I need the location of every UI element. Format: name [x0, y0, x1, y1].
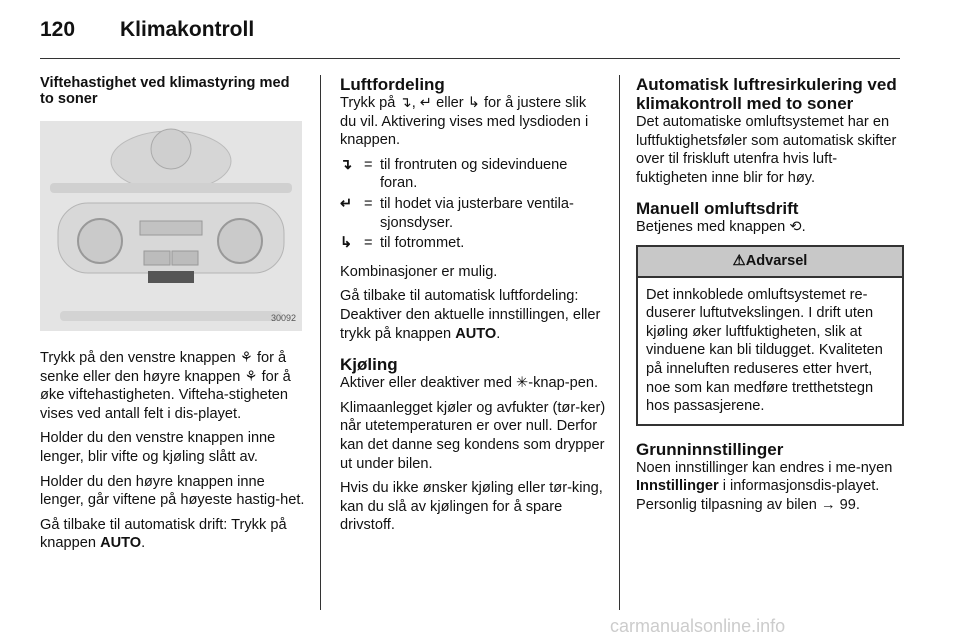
basic-settings-text: Noen innstillinger kan endres i me-nyen [636, 459, 893, 476]
column-divider-2 [619, 75, 620, 610]
paragraph-auto-distribution [340, 287, 606, 343]
settings-menu-label: Innstillinger [636, 478, 719, 495]
column-1 [40, 75, 306, 559]
equals-sign: = [364, 195, 373, 212]
paragraph-left-hold: Holder du den venstre knappen inne lenger, blir vifte og kjøling slått av. [40, 430, 276, 465]
head-airflow-icon: ↵ [340, 195, 353, 212]
section-heading-air-distribution: Luftfordeling [340, 75, 445, 94]
equals-sign: = [364, 156, 373, 173]
auto-return-end: . [141, 535, 146, 552]
basic-settings-end: i informasjonsdis-playet. Personlig tilpasning av bilen → 99. [636, 478, 880, 513]
figure-number: 30092 [270, 313, 296, 324]
section-heading-fan-speed: Viftehastighet ved klimastyring med to soner [40, 75, 290, 107]
paragraph-cooling-off: Hvis du ikke ønsker kjøling eller tør-king, kan du slå av kjølingen for å spare drivstoff. [340, 480, 603, 534]
warning-text: Det innkoblede omluftsystemet re-duserer luftutvekslingen. I drift uten kjøling øker luftfuktigheten, slik at vinduene kan bli tildugget. Kvaliteten på inneluften reduseres etter hvert, noe som kan medføre tretthetstegn hos passasjerene. [646, 286, 883, 415]
warning-title: ⚠Advarsel [638, 247, 902, 278]
paragraph-cooling-toggle: Aktiver eller deaktiver med ✳-knap-pen. [340, 375, 598, 392]
list-item [340, 156, 606, 193]
list-item-text: til frontruten og sidevinduene foran. [380, 156, 568, 192]
climate-panel-illustration [40, 121, 302, 331]
list-item [340, 195, 606, 232]
air-distribution-list [340, 156, 606, 253]
section-heading-auto-recirculation: Automatisk luftresirkulering ved klimakontroll med to soner [636, 75, 897, 113]
paragraph-air-intro: Trykk på ↴, ↵ eller ↳ for å justere slik du vil. Aktivering vises med lysdioden i knappen. [340, 95, 589, 149]
column-2 [340, 75, 606, 541]
watermark: carmanualsonline.info [610, 616, 786, 636]
auto-label: AUTO [100, 535, 142, 552]
footwell-airflow-icon: ↳ [340, 235, 353, 252]
section-heading-basic-settings: Grunninnstillinger [636, 439, 784, 459]
section-heading-cooling: Kjøling [340, 355, 398, 375]
equals-sign: = [364, 235, 373, 252]
paragraph-combinations: Kombinasjoner er mulig. [340, 263, 498, 280]
auto-distribution-end: . [496, 325, 501, 342]
list-item-text: til fotrommet. [380, 235, 465, 252]
paragraph-cooling-info: Klimaanlegget kjøler og avfukter (tør-ker) når utetemperaturen er over null. Derfor kan det danne seg kondens som drypper ut under bilen. [340, 399, 606, 472]
paragraph-basic-settings [636, 459, 904, 515]
column-divider-1 [320, 75, 321, 610]
list-item-text: til hodet via justerbare ventila-sjonsdyser. [380, 195, 574, 231]
section-heading-manual-recirculation: Manuell omluftsdrift [636, 199, 799, 219]
paragraph-fan-buttons: Trykk på den venstre knappen ⚘ for å senke eller den høyre knappen ⚘ for å øke viftehastigheten. Vifteha-stigheten vises ved antall felt i dis-playet. [40, 350, 291, 422]
paragraph-manual-recirculation: Betjenes med knappen ⟲. [636, 219, 806, 236]
warning-box [636, 245, 904, 426]
paragraph-auto-recirculation: Det automatiske omluftsystemet har en luftfuktighetsføler som automatisk skifter over til friskluft utenfra hvis luft-fuktigheten inne blir for høy. [636, 114, 897, 186]
page-number: 120 [40, 18, 76, 41]
windshield-airflow-icon: ↴ [340, 156, 353, 173]
auto-distribution-text: Gå tilbake til automatisk luftfordeling: Deaktiver den aktuelle innstillingen, eller trykk på knappen [340, 288, 601, 342]
page-title: Klimakontroll [120, 18, 255, 41]
header-rule [40, 58, 900, 59]
auto-return-text: Gå tilbake til automatisk drift: Trykk på knappen [40, 516, 287, 552]
paragraph-auto-return [40, 516, 306, 553]
auto-label: AUTO [455, 325, 497, 342]
climate-panel-figure [40, 121, 302, 331]
list-item [340, 234, 606, 253]
paragraph-right-hold: Holder du den høyre knappen inne lenger, går viftene på høyeste hastig-het. [40, 473, 305, 509]
column-3 [636, 75, 904, 521]
